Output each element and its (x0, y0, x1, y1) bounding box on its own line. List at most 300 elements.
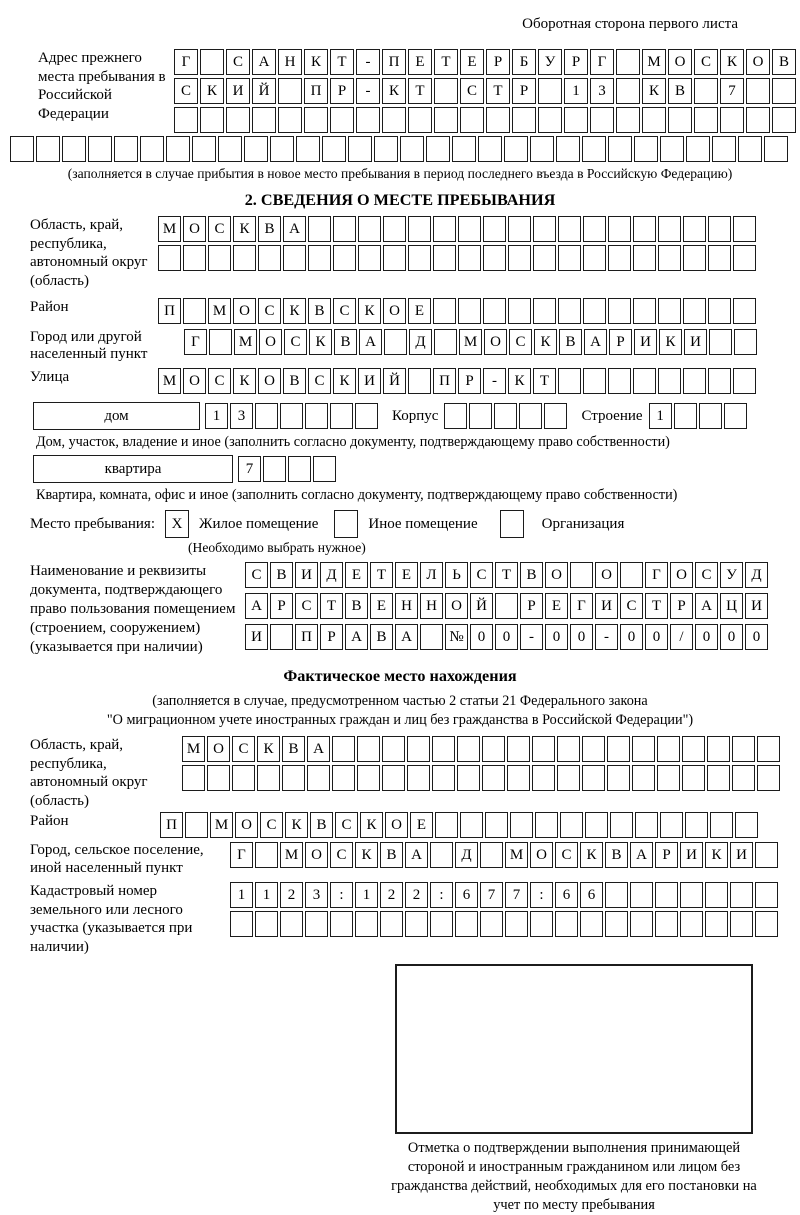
char-cell[interactable]: М (234, 329, 257, 355)
char-cell[interactable]: И (245, 624, 268, 650)
char-cell[interactable] (632, 736, 655, 762)
char-cell[interactable] (694, 107, 718, 133)
char-cell[interactable]: - (595, 624, 618, 650)
char-cell[interactable] (732, 765, 755, 791)
prev-address-row-4[interactable] (10, 136, 800, 162)
char-cell[interactable] (357, 765, 380, 791)
char-cell[interactable] (313, 456, 336, 482)
char-cell[interactable] (255, 403, 278, 429)
char-cell[interactable]: И (226, 78, 250, 104)
char-cell[interactable]: Й (383, 368, 406, 394)
char-cell[interactable] (504, 136, 528, 162)
char-cell[interactable] (166, 136, 190, 162)
char-cell[interactable] (655, 882, 678, 908)
char-cell[interactable] (710, 812, 733, 838)
char-cell[interactable] (308, 245, 331, 271)
char-cell[interactable]: 1 (649, 403, 672, 429)
char-cell[interactable]: И (295, 562, 318, 588)
char-cell[interactable]: И (745, 593, 768, 619)
char-cell[interactable] (510, 812, 533, 838)
char-cell[interactable] (605, 882, 628, 908)
char-cell[interactable] (483, 298, 506, 324)
char-cell[interactable] (408, 216, 431, 242)
char-cell[interactable] (278, 107, 302, 133)
char-cell[interactable] (480, 911, 503, 937)
char-cell[interactable]: 3 (305, 882, 328, 908)
char-cell[interactable] (519, 403, 542, 429)
char-cell[interactable]: К (257, 736, 280, 762)
char-cell[interactable]: О (233, 298, 256, 324)
char-cell[interactable]: К (508, 368, 531, 394)
char-cell[interactable]: 6 (555, 882, 578, 908)
char-cell[interactable]: Р (512, 78, 536, 104)
char-cell[interactable]: К (642, 78, 666, 104)
char-cell[interactable]: Е (345, 562, 368, 588)
char-cell[interactable] (486, 107, 510, 133)
char-cell[interactable]: С (335, 812, 358, 838)
char-cell[interactable]: : (530, 882, 553, 908)
char-cell[interactable]: Р (520, 593, 543, 619)
char-cell[interactable] (433, 216, 456, 242)
char-cell[interactable]: К (309, 329, 332, 355)
char-cell[interactable]: П (433, 368, 456, 394)
char-cell[interactable]: В (668, 78, 692, 104)
char-cell[interactable] (408, 368, 431, 394)
char-cell[interactable] (495, 593, 518, 619)
char-cell[interactable]: О (545, 562, 568, 588)
char-cell[interactable] (632, 765, 655, 791)
char-cell[interactable] (757, 736, 780, 762)
char-cell[interactable] (407, 736, 430, 762)
char-cell[interactable] (533, 216, 556, 242)
char-cell[interactable] (270, 624, 293, 650)
char-cell[interactable] (460, 107, 484, 133)
char-cell[interactable] (642, 107, 666, 133)
char-cell[interactable]: С (333, 298, 356, 324)
char-cell[interactable]: С (470, 562, 493, 588)
char-cell[interactable] (244, 136, 268, 162)
street-row[interactable] (158, 368, 756, 394)
char-cell[interactable] (232, 765, 255, 791)
char-cell[interactable]: А (395, 624, 418, 650)
char-cell[interactable]: В (282, 736, 305, 762)
char-cell[interactable] (483, 245, 506, 271)
char-cell[interactable]: Н (395, 593, 418, 619)
char-cell[interactable] (583, 216, 606, 242)
char-cell[interactable]: 0 (570, 624, 593, 650)
char-cell[interactable] (226, 107, 250, 133)
char-cell[interactable] (582, 136, 606, 162)
char-cell[interactable] (616, 107, 640, 133)
char-cell[interactable] (683, 298, 706, 324)
char-cell[interactable]: К (382, 78, 406, 104)
char-cell[interactable]: А (584, 329, 607, 355)
char-cell[interactable]: М (642, 49, 666, 75)
char-cell[interactable] (583, 368, 606, 394)
char-cell[interactable] (630, 911, 653, 937)
char-cell[interactable] (257, 765, 280, 791)
char-cell[interactable] (432, 736, 455, 762)
char-cell[interactable]: Т (645, 593, 668, 619)
char-cell[interactable] (458, 216, 481, 242)
fact-region-row-1[interactable] (182, 736, 780, 762)
char-cell[interactable]: К (304, 49, 328, 75)
char-cell[interactable] (558, 298, 581, 324)
char-cell[interactable]: А (405, 842, 428, 868)
char-cell[interactable]: 0 (495, 624, 518, 650)
char-cell[interactable] (374, 136, 398, 162)
char-cell[interactable]: Р (564, 49, 588, 75)
char-cell[interactable]: 0 (695, 624, 718, 650)
char-cell[interactable] (583, 298, 606, 324)
char-cell[interactable] (755, 911, 778, 937)
char-cell[interactable]: С (460, 78, 484, 104)
char-cell[interactable]: 7 (720, 78, 744, 104)
korpus-cells[interactable] (444, 403, 567, 429)
char-cell[interactable]: С (308, 368, 331, 394)
char-cell[interactable] (183, 298, 206, 324)
char-cell[interactable]: Т (408, 78, 432, 104)
char-cell[interactable]: В (270, 562, 293, 588)
char-cell[interactable]: О (746, 49, 770, 75)
char-cell[interactable]: П (382, 49, 406, 75)
char-cell[interactable]: П (160, 812, 183, 838)
char-cell[interactable] (556, 136, 580, 162)
char-cell[interactable] (408, 107, 432, 133)
char-cell[interactable] (616, 78, 640, 104)
prev-address-row-1[interactable] (174, 49, 796, 75)
char-cell[interactable]: 0 (645, 624, 668, 650)
checkbox-other-premises[interactable] (334, 510, 358, 538)
char-cell[interactable]: Р (330, 78, 354, 104)
char-cell[interactable]: И (595, 593, 618, 619)
char-cell[interactable] (610, 812, 633, 838)
char-cell[interactable] (405, 911, 428, 937)
char-cell[interactable]: Е (395, 562, 418, 588)
char-cell[interactable]: Т (330, 49, 354, 75)
char-cell[interactable]: Е (408, 298, 431, 324)
char-cell[interactable]: Й (252, 78, 276, 104)
char-cell[interactable] (458, 245, 481, 271)
char-cell[interactable] (558, 216, 581, 242)
char-cell[interactable] (555, 911, 578, 937)
char-cell[interactable]: М (505, 842, 528, 868)
char-cell[interactable]: О (445, 593, 468, 619)
char-cell[interactable] (668, 107, 692, 133)
char-cell[interactable] (764, 136, 788, 162)
char-cell[interactable] (686, 136, 710, 162)
char-cell[interactable] (630, 882, 653, 908)
char-cell[interactable]: Р (270, 593, 293, 619)
char-cell[interactable]: С (694, 49, 718, 75)
char-cell[interactable] (452, 136, 476, 162)
char-cell[interactable] (508, 245, 531, 271)
char-cell[interactable] (469, 403, 492, 429)
char-cell[interactable] (382, 765, 405, 791)
char-cell[interactable]: В (310, 812, 333, 838)
char-cell[interactable]: К (283, 298, 306, 324)
char-cell[interactable] (532, 765, 555, 791)
char-cell[interactable] (658, 298, 681, 324)
char-cell[interactable]: Д (455, 842, 478, 868)
char-cell[interactable]: : (430, 882, 453, 908)
char-cell[interactable]: Д (745, 562, 768, 588)
char-cell[interactable]: В (345, 593, 368, 619)
char-cell[interactable] (655, 911, 678, 937)
char-cell[interactable] (608, 368, 631, 394)
char-cell[interactable] (658, 245, 681, 271)
char-cell[interactable]: И (684, 329, 707, 355)
char-cell[interactable]: Н (278, 49, 302, 75)
char-cell[interactable]: - (483, 368, 506, 394)
char-cell[interactable]: 6 (580, 882, 603, 908)
char-cell[interactable] (658, 368, 681, 394)
char-cell[interactable] (358, 216, 381, 242)
city-row[interactable] (184, 329, 757, 355)
char-cell[interactable]: М (158, 216, 181, 242)
char-cell[interactable]: 0 (470, 624, 493, 650)
char-cell[interactable]: А (283, 216, 306, 242)
char-cell[interactable] (530, 136, 554, 162)
char-cell[interactable] (460, 812, 483, 838)
char-cell[interactable] (757, 765, 780, 791)
char-cell[interactable]: О (530, 842, 553, 868)
char-cell[interactable] (435, 812, 458, 838)
char-cell[interactable] (683, 216, 706, 242)
char-cell[interactable]: Т (434, 49, 458, 75)
char-cell[interactable] (694, 78, 718, 104)
char-cell[interactable] (585, 812, 608, 838)
char-cell[interactable] (384, 329, 407, 355)
char-cell[interactable]: Г (230, 842, 253, 868)
char-cell[interactable]: Г (184, 329, 207, 355)
char-cell[interactable] (140, 136, 164, 162)
char-cell[interactable]: Н (420, 593, 443, 619)
char-cell[interactable] (283, 245, 306, 271)
stroenie-cells[interactable] (649, 403, 747, 429)
char-cell[interactable]: Г (590, 49, 614, 75)
char-cell[interactable]: К (285, 812, 308, 838)
char-cell[interactable]: М (158, 368, 181, 394)
char-cell[interactable] (607, 736, 630, 762)
char-cell[interactable]: Р (458, 368, 481, 394)
char-cell[interactable]: М (208, 298, 231, 324)
char-cell[interactable]: К (200, 78, 224, 104)
document-row-3[interactable] (245, 624, 768, 650)
char-cell[interactable] (332, 765, 355, 791)
char-cell[interactable]: К (355, 842, 378, 868)
region-row-1[interactable] (158, 216, 756, 242)
prev-address-row-2[interactable] (174, 78, 796, 104)
char-cell[interactable]: О (484, 329, 507, 355)
char-cell[interactable]: С (174, 78, 198, 104)
char-cell[interactable]: Л (420, 562, 443, 588)
char-cell[interactable] (608, 136, 632, 162)
char-cell[interactable] (755, 882, 778, 908)
char-cell[interactable] (480, 842, 503, 868)
char-cell[interactable]: А (345, 624, 368, 650)
char-cell[interactable]: 6 (455, 882, 478, 908)
char-cell[interactable] (616, 49, 640, 75)
char-cell[interactable] (494, 403, 517, 429)
char-cell[interactable] (348, 136, 372, 162)
char-cell[interactable]: А (252, 49, 276, 75)
char-cell[interactable]: У (720, 562, 743, 588)
char-cell[interactable] (538, 107, 562, 133)
char-cell[interactable] (10, 136, 34, 162)
document-row-1[interactable] (245, 562, 768, 588)
char-cell[interactable]: О (383, 298, 406, 324)
char-cell[interactable]: 2 (280, 882, 303, 908)
char-cell[interactable]: К (659, 329, 682, 355)
char-cell[interactable]: 0 (620, 624, 643, 650)
char-cell[interactable]: Г (174, 49, 198, 75)
char-cell[interactable] (720, 107, 744, 133)
char-cell[interactable] (207, 765, 230, 791)
char-cell[interactable]: В (334, 329, 357, 355)
char-cell[interactable]: С (620, 593, 643, 619)
char-cell[interactable]: - (356, 78, 380, 104)
char-cell[interactable]: К (534, 329, 557, 355)
char-cell[interactable]: Р (320, 624, 343, 650)
char-cell[interactable]: А (695, 593, 718, 619)
char-cell[interactable]: Г (570, 593, 593, 619)
char-cell[interactable] (305, 403, 328, 429)
char-cell[interactable]: О (183, 368, 206, 394)
char-cell[interactable]: О (385, 812, 408, 838)
char-cell[interactable] (730, 911, 753, 937)
char-cell[interactable] (434, 78, 458, 104)
char-cell[interactable] (746, 78, 770, 104)
char-cell[interactable] (252, 107, 276, 133)
char-cell[interactable] (185, 812, 208, 838)
char-cell[interactable]: О (183, 216, 206, 242)
char-cell[interactable] (738, 136, 762, 162)
char-cell[interactable]: 1 (355, 882, 378, 908)
char-cell[interactable]: В (258, 216, 281, 242)
char-cell[interactable] (88, 136, 112, 162)
char-cell[interactable]: О (668, 49, 692, 75)
char-cell[interactable] (683, 245, 706, 271)
char-cell[interactable] (478, 136, 502, 162)
char-cell[interactable] (200, 49, 224, 75)
char-cell[interactable]: Ц (720, 593, 743, 619)
char-cell[interactable] (705, 911, 728, 937)
char-cell[interactable]: О (595, 562, 618, 588)
char-cell[interactable] (357, 736, 380, 762)
char-cell[interactable] (433, 298, 456, 324)
char-cell[interactable] (699, 403, 722, 429)
cadastral-row-2[interactable] (230, 911, 778, 937)
char-cell[interactable]: 1 (230, 882, 253, 908)
char-cell[interactable] (755, 842, 778, 868)
char-cell[interactable] (382, 736, 405, 762)
char-cell[interactable]: О (258, 368, 281, 394)
char-cell[interactable] (580, 911, 603, 937)
char-cell[interactable]: Т (320, 593, 343, 619)
char-cell[interactable]: С (245, 562, 268, 588)
char-cell[interactable] (305, 911, 328, 937)
char-cell[interactable]: 0 (720, 624, 743, 650)
char-cell[interactable] (708, 368, 731, 394)
char-cell[interactable] (255, 842, 278, 868)
char-cell[interactable] (192, 136, 216, 162)
char-cell[interactable]: Т (486, 78, 510, 104)
char-cell[interactable] (582, 765, 605, 791)
char-cell[interactable] (233, 245, 256, 271)
char-cell[interactable]: Р (655, 842, 678, 868)
char-cell[interactable]: В (520, 562, 543, 588)
char-cell[interactable]: 3 (230, 403, 253, 429)
char-cell[interactable] (382, 107, 406, 133)
char-cell[interactable] (332, 736, 355, 762)
char-cell[interactable] (608, 245, 631, 271)
char-cell[interactable] (507, 736, 530, 762)
char-cell[interactable] (407, 765, 430, 791)
char-cell[interactable]: Т (370, 562, 393, 588)
char-cell[interactable]: О (207, 736, 230, 762)
char-cell[interactable] (355, 403, 378, 429)
char-cell[interactable] (685, 812, 708, 838)
char-cell[interactable]: К (233, 368, 256, 394)
char-cell[interactable] (544, 403, 567, 429)
house-number-cells[interactable] (205, 403, 378, 429)
char-cell[interactable] (485, 812, 508, 838)
char-cell[interactable] (455, 911, 478, 937)
char-cell[interactable]: Р (670, 593, 693, 619)
char-cell[interactable] (36, 136, 60, 162)
char-cell[interactable]: О (670, 562, 693, 588)
char-cell[interactable] (680, 911, 703, 937)
char-cell[interactable]: Б (512, 49, 536, 75)
char-cell[interactable] (746, 107, 770, 133)
char-cell[interactable]: С (208, 216, 231, 242)
char-cell[interactable]: В (380, 842, 403, 868)
char-cell[interactable] (730, 882, 753, 908)
char-cell[interactable] (457, 736, 480, 762)
char-cell[interactable] (330, 403, 353, 429)
char-cell[interactable]: В (772, 49, 796, 75)
char-cell[interactable] (708, 216, 731, 242)
char-cell[interactable] (355, 911, 378, 937)
char-cell[interactable] (707, 736, 730, 762)
char-cell[interactable]: К (333, 368, 356, 394)
char-cell[interactable] (383, 216, 406, 242)
char-cell[interactable]: И (730, 842, 753, 868)
char-cell[interactable] (674, 403, 697, 429)
char-cell[interactable] (724, 403, 747, 429)
char-cell[interactable] (432, 765, 455, 791)
char-cell[interactable] (288, 456, 311, 482)
char-cell[interactable] (333, 216, 356, 242)
char-cell[interactable] (322, 136, 346, 162)
char-cell[interactable]: 1 (564, 78, 588, 104)
char-cell[interactable] (558, 245, 581, 271)
char-cell[interactable]: 2 (380, 882, 403, 908)
char-cell[interactable] (430, 911, 453, 937)
char-cell[interactable]: № (445, 624, 468, 650)
char-cell[interactable]: И (680, 842, 703, 868)
char-cell[interactable] (433, 245, 456, 271)
char-cell[interactable] (158, 245, 181, 271)
char-cell[interactable] (733, 298, 756, 324)
char-cell[interactable] (633, 245, 656, 271)
char-cell[interactable]: 3 (590, 78, 614, 104)
char-cell[interactable]: : (330, 882, 353, 908)
char-cell[interactable]: А (245, 593, 268, 619)
char-cell[interactable]: С (695, 562, 718, 588)
char-cell[interactable] (280, 911, 303, 937)
